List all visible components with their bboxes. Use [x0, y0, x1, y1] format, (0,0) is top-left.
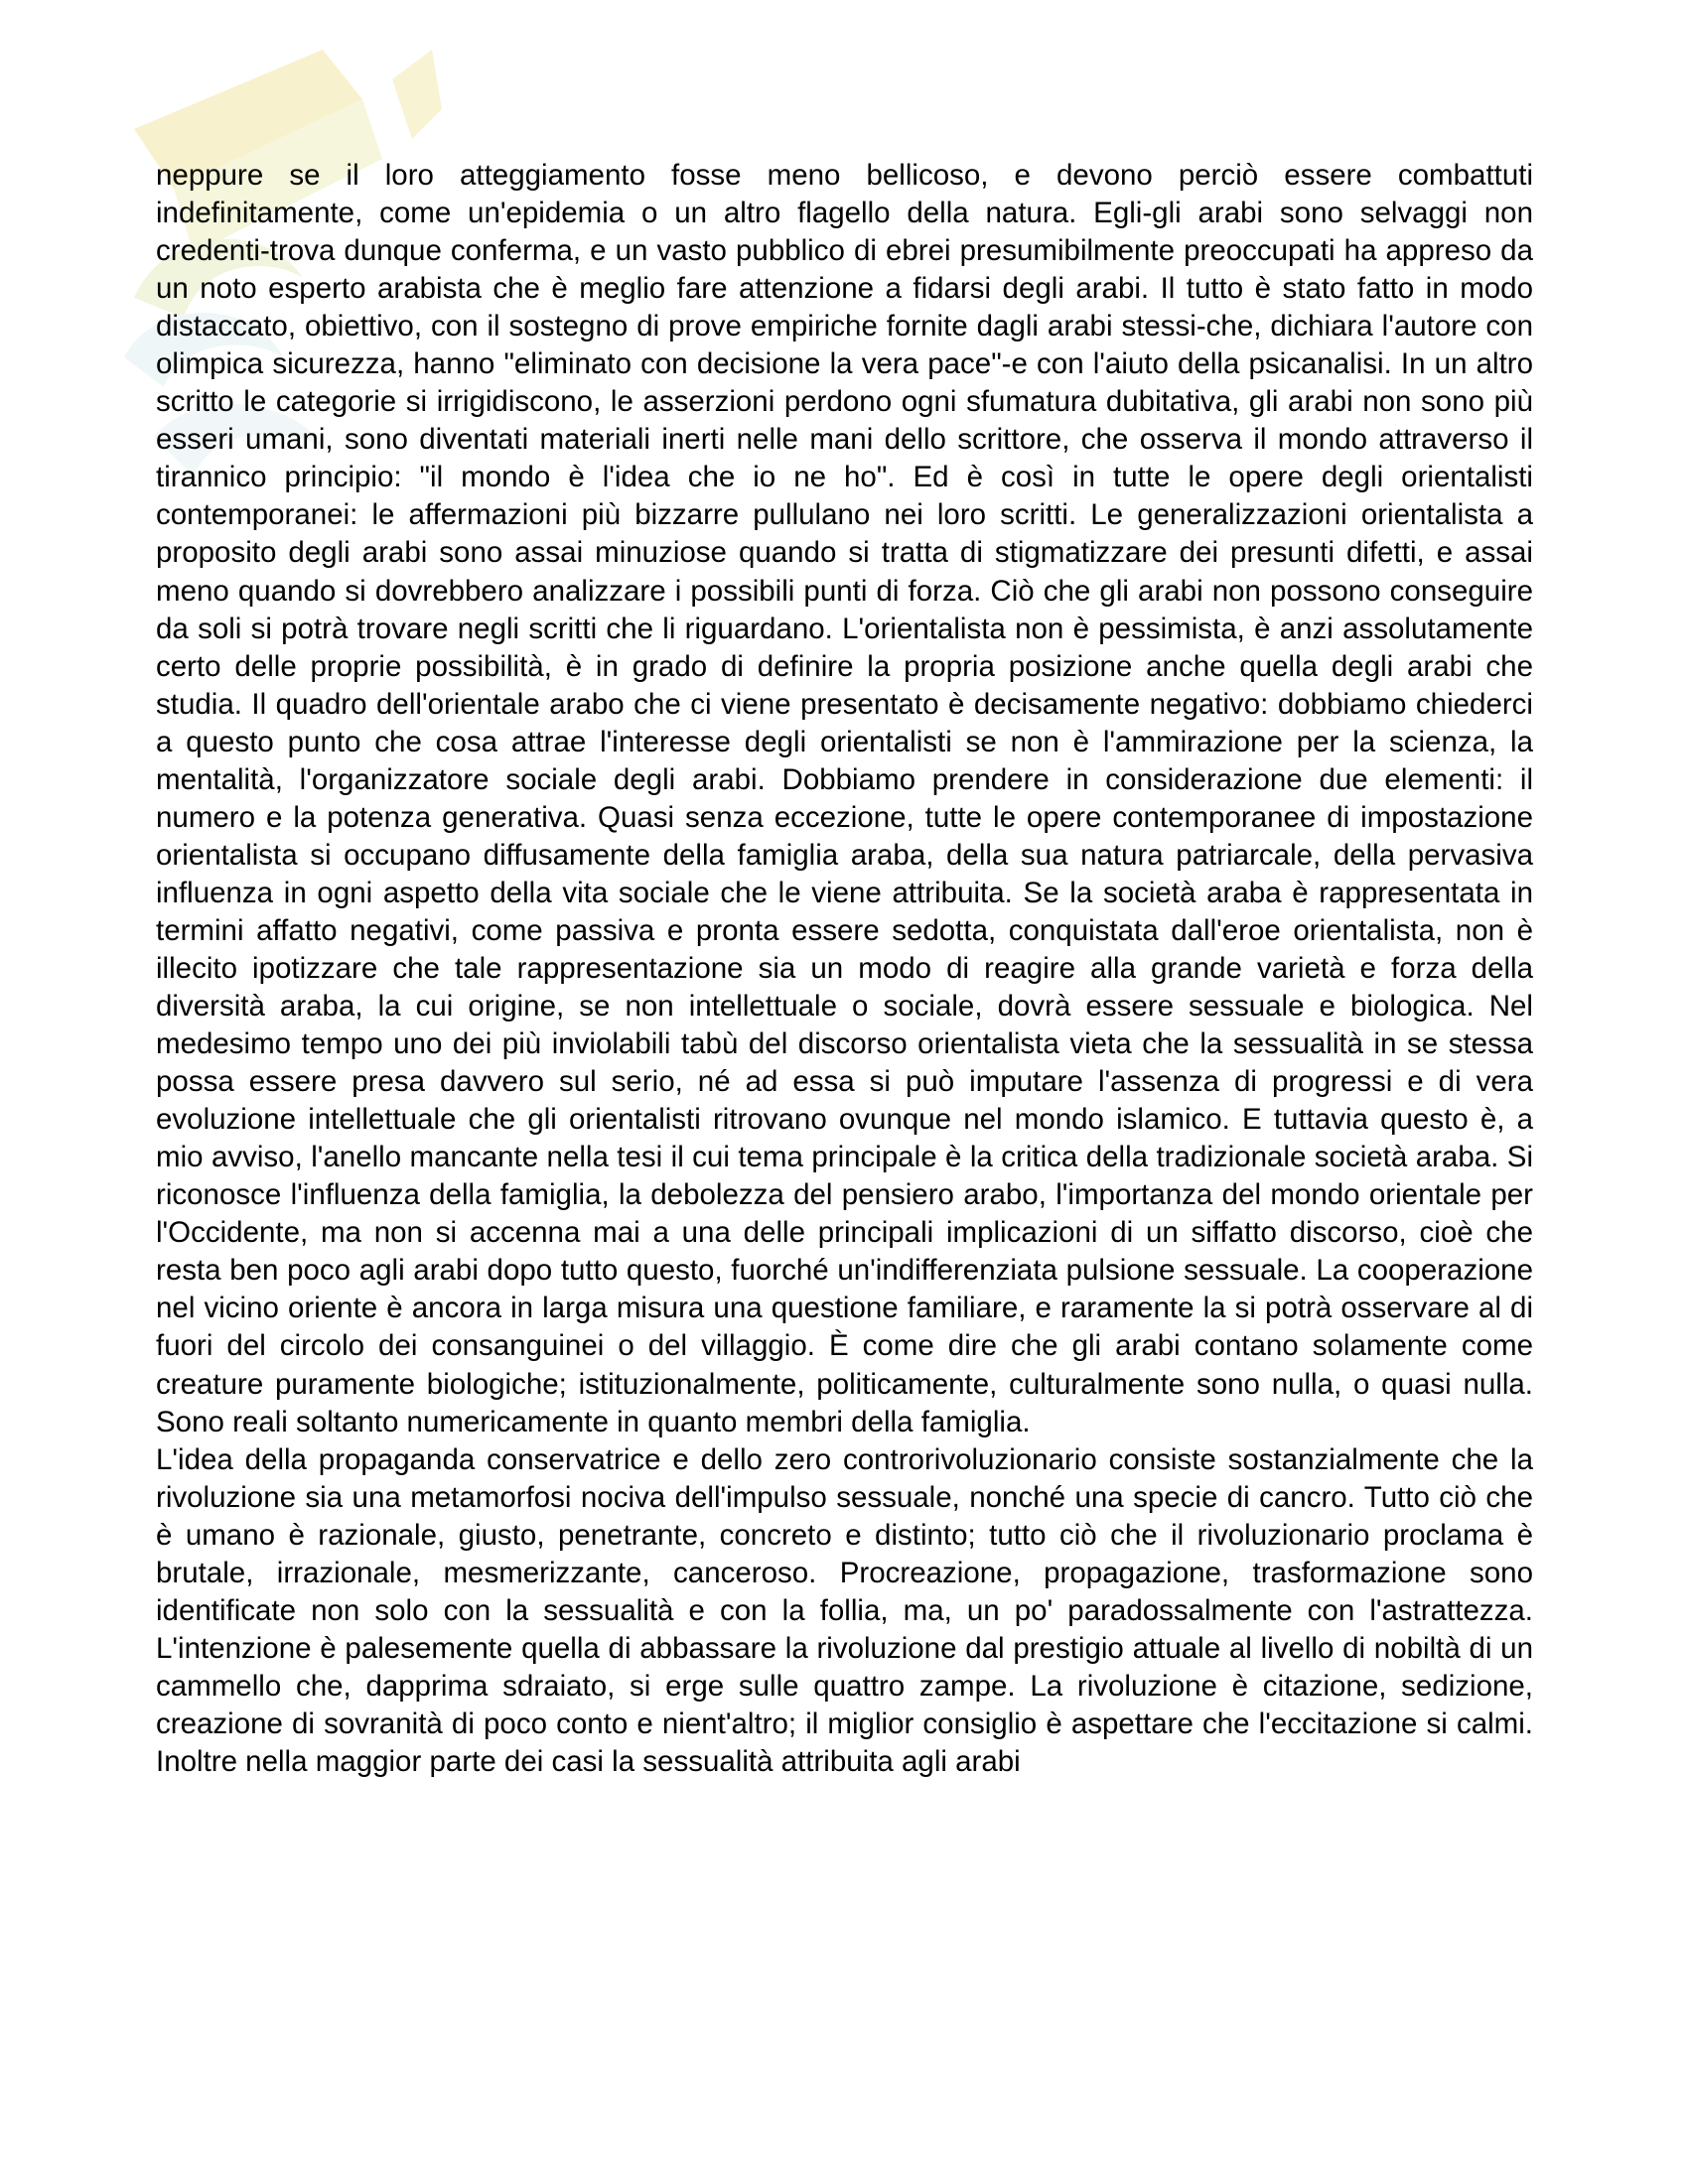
document-body: [156, 157, 1533, 1781]
paragraph: L'idea della propaganda conservatrice e dello zero controrivoluzionario consiste sostanzialmente che la rivoluzione sia una metamorfosi nociva dell'impulso sessuale, nonché una specie di cancro. Tutto ciò che è umano è razionale, giusto, penetrante, concreto e distinto; tutto ciò che il rivoluzionario proclama è brutale, irrazionale, mesmerizzante, canceroso. Procreazione, propagazione, trasformazione sono identificate non solo con la sessualità e con la follia, ma, un po' paradossalmente con l'astrattezza. L'intenzione è palesemente quella di abbassare la rivoluzione dal prestigio attuale al livello di nobiltà di un cammello che, dapprima sdraiato, si erge sulle quattro zampe. La rivoluzione è citazione, sedizione, creazione di sovranità di poco conto e nient'altro; il miglior consiglio è aspettare che l'eccitazione si calmi. Inoltre nella maggior parte dei casi la sessualità attribuita agli arabi: [156, 1442, 1533, 1778]
paragraph: neppure se il loro atteggiamento fosse meno bellicoso, e devono perciò essere combattuti indefinitamente, come un'epidemia o un altro flagello della natura. Egli-gli arabi sono selvaggi non credenti-trova dunque conferma, e un vasto pubblico di ebrei presumibilmente preoccupati ha appreso da un noto esperto arabista che è meglio fare attenzione a fidarsi degli arabi. Il tutto è stato fatto in modo distaccato, obiettivo, con il sostegno di prove empiriche fornite dagli arabi stessi-che, dichiara l'autore con olimpica sicurezza, hanno "eliminato con decisione la vera pace"-e con l'aiuto della psicanalisi. In un altro scritto le categorie si irrigidiscono, le asserzioni perdono ogni sfumatura dubitativa, gli arabi non sono più esseri umani, sono diventati materiali inerti nelle mani dello scrittore, che osserva il mondo attraverso il tirannico principio: "il mondo è l'idea che io ne ho". Ed è così in tutte le opere degli orientalisti contemporanei: le affermazioni più bizzarre pullulano nei loro scritti. Le generalizzazioni orientalista a proposito degli arabi sono assai minuziose quando si tratta di stigmatizzare dei presunti difetti, e assai meno quando si dovrebbero analizzare i possibili punti di forza. Ciò che gli arabi non possono conseguire da soli si potrà trovare negli scritti che li riguardano. L'orientalista non è pessimista, è anzi assolutamente certo delle proprie possibilità, è in grado di definire la propria posizione anche quella degli arabi che studia. Il quadro dell'orientale arabo che ci viene presentato è decisamente negativo: dobbiamo chiederci a questo punto che cosa attrae l'interesse degli orientalisti se non è l'ammirazione per la scienza, la mentalità, l'organizzatore sociale degli arabi. Dobbiamo prendere in considerazione due elementi: il numero e la potenza generativa. Quasi senza eccezione, tutte le opere contemporanee di impostazione orientalista si occupano diffusamente della famiglia araba, della sua natura patriarcale, della pervasiva influenza in ogni aspetto della vita sociale che le viene attribuita. Se la società araba è rappresentata in termini affatto negativi, come passiva e pronta essere sedotta, conquistata dall'eroe orientalista, non è illecito ipotizzare che tale rappresentazione sia un modo di reagire alla grande varietà e forza della diversità araba, la cui origine, se non intellettuale o sociale, dovrà essere sessuale e biologica. Nel medesimo tempo uno dei più inviolabili tabù del discorso orientalista vieta che la sessualità in se stessa possa essere presa davvero sul serio, né ad essa si può imputare l'assenza di progressi e di vera evoluzione intellettuale che gli orientalisti ritrovano ovunque nel mondo islamico. E tuttavia questo è, a mio avviso, l'anello mancante nella tesi il cui tema principale è la critica della tradizionale società araba. Si riconosce l'influenza della famiglia, la debolezza del pensiero arabo, l'importanza del mondo orientale per l'Occidente, ma non si accenna mai a una delle principali implicazioni di un siffatto discorso, cioè che resta ben poco agli arabi dopo tutto questo, fuorché un'indifferenziata pulsione sessuale. La cooperazione nel vicino oriente è ancora in larga misura una questione familiare, e raramente la si potrà osservare al di fuori del circolo dei consanguinei o del villaggio. È come dire che gli arabi contano solamente come creature puramente biologiche; istituzionalmente, politicamente, culturalmente sono nulla, o quasi nulla. Sono reali soltanto numericamente in quanto membri della famiglia.: [156, 159, 1533, 1438]
